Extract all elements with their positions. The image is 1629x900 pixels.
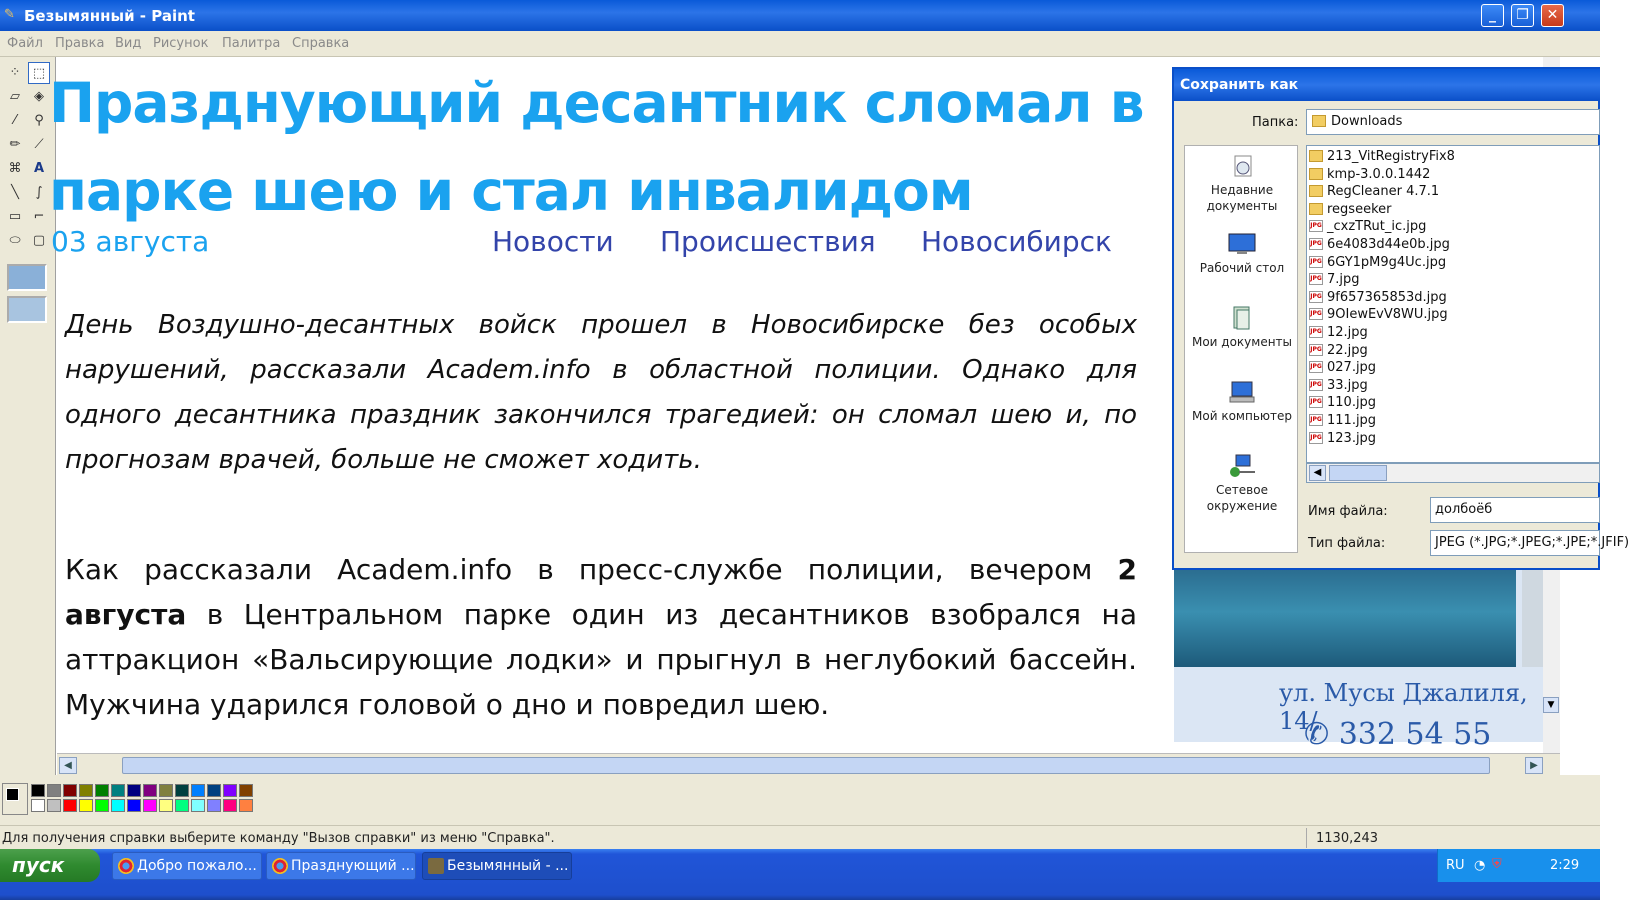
file-list-item[interactable]: [1309, 289, 1447, 306]
palette-swatch[interactable]: [95, 784, 109, 797]
text-tool-icon[interactable]: A: [33, 161, 45, 176]
recent-documents-icon: [1227, 154, 1257, 178]
palette-swatch[interactable]: [239, 784, 253, 797]
jpg-file-icon: JPG: [1309, 326, 1323, 338]
file-list-item[interactable]: [1309, 394, 1376, 411]
jpg-file-icon: JPG: [1309, 273, 1323, 285]
file-list[interactable]: [1306, 145, 1600, 463]
place-network-label: Сетевое окружение: [1206, 483, 1278, 513]
palette-swatch[interactable]: [159, 784, 173, 797]
pencil-icon[interactable]: ✏: [9, 137, 21, 152]
file-list-item[interactable]: [1309, 254, 1446, 271]
status-bar: [0, 825, 1600, 849]
palette-swatch[interactable]: [95, 799, 109, 812]
close-button[interactable]: ✕: [1541, 4, 1564, 27]
file-list-item[interactable]: [1309, 271, 1360, 288]
jpg-file-icon: JPG: [1309, 308, 1323, 320]
palette-swatch[interactable]: [47, 799, 61, 812]
file-list-item[interactable]: [1309, 342, 1368, 359]
jpg-file-icon: JPG: [1309, 256, 1323, 268]
start-label: пуск: [12, 853, 65, 877]
menu-palette[interactable]: Палитра: [222, 36, 281, 51]
jpg-file-icon: JPG: [1309, 291, 1323, 303]
rect-select-icon[interactable]: ⬚: [28, 62, 50, 84]
free-select-icon[interactable]: ⁘: [9, 65, 21, 80]
file-name: 111.jpg: [1327, 413, 1377, 428]
place-documents-label: Мои документы: [1191, 335, 1293, 349]
task-label-3: Безымянный - ...: [447, 858, 569, 874]
place-recent-label: Недавние документы: [1206, 183, 1278, 213]
palette-swatch[interactable]: [63, 784, 77, 797]
folder-icon: [1309, 203, 1323, 215]
clock: 2:29: [1550, 858, 1580, 873]
paint-app-icon: ✎: [4, 7, 15, 22]
network-icon: [1227, 454, 1257, 478]
status-divider: [1306, 828, 1307, 848]
article-body-part1: Как рассказали Academ.info в пресс-службе полиции, вечером: [65, 553, 1118, 586]
airbrush-icon[interactable]: ⌘: [8, 161, 22, 176]
jpg-file-icon: JPG: [1309, 379, 1323, 391]
place-recent[interactable]: [1185, 154, 1299, 214]
tool-option-opaque[interactable]: [7, 264, 47, 291]
security-alert-icon[interactable]: ⛨: [1492, 857, 1502, 872]
task-chrome-article[interactable]: [266, 852, 416, 880]
file-list-item[interactable]: [1309, 377, 1368, 394]
rectangle-icon[interactable]: ▭: [8, 209, 22, 224]
jpg-file-icon: JPG: [1309, 238, 1323, 250]
palette-swatch[interactable]: [223, 784, 237, 797]
taskbar: [0, 849, 1600, 900]
paint-icon: [428, 858, 444, 874]
place-computer[interactable]: [1185, 380, 1299, 424]
horizontal-scroll-thumb[interactable]: [122, 757, 1490, 774]
tag-novosibirsk: Новосибирск: [921, 225, 1112, 258]
desktop-icon: [1227, 232, 1257, 256]
file-list-scrollbar[interactable]: [1306, 463, 1600, 483]
color-palette: [0, 775, 1600, 825]
jpg-file-icon: JPG: [1309, 396, 1323, 408]
file-list-item[interactable]: [1309, 306, 1448, 323]
my-computer-icon: [1227, 380, 1257, 404]
menu-help[interactable]: Справка: [292, 36, 350, 51]
filetype-label: Тип файла:: [1308, 536, 1386, 551]
menu-edit[interactable]: Правка: [55, 36, 105, 51]
phone-icon: ✆: [1304, 717, 1339, 752]
file-name: 33.jpg: [1327, 377, 1368, 393]
chrome-icon: [118, 858, 134, 874]
place-desktop-label: Рабочий стол: [1199, 261, 1285, 275]
minimize-button[interactable]: _: [1481, 4, 1504, 27]
ad-address: ул. Мусы Джалиля, 14/: [1279, 679, 1528, 735]
palette-swatch[interactable]: [143, 784, 157, 797]
place-documents[interactable]: [1185, 306, 1299, 350]
color-picker-icon[interactable]: ⁄: [13, 113, 17, 128]
file-name: regseeker: [1327, 201, 1392, 217]
fill-bucket-icon[interactable]: ◈: [34, 89, 44, 104]
chrome-icon: [272, 858, 288, 874]
magnifier-icon[interactable]: ⚲: [34, 113, 44, 128]
file-name: 9OIewEvV8WU.jpg: [1327, 307, 1448, 323]
horizontal-scrollbar[interactable]: [57, 753, 1560, 775]
filename-label: Имя файла:: [1308, 504, 1388, 519]
file-list-item[interactable]: [1309, 430, 1376, 447]
window-title: Безымянный - Paint: [24, 7, 195, 25]
dialog-title: Сохранить как: [1174, 69, 1600, 101]
article-body-part2: в Центральном парке один из десантников взобрался на аттракцион «Вальсирующие лодки» и прыгнул в неглубокий бассейн. Мужчина ударился головой о дно и повредил шею.: [65, 598, 1137, 721]
file-list-item[interactable]: [1309, 412, 1376, 429]
polygon-icon[interactable]: ⌐: [33, 209, 45, 224]
task-label-1: Добро пожало...: [137, 858, 257, 874]
line-icon[interactable]: ╲: [11, 185, 19, 200]
save-as-dialog: [1172, 67, 1629, 570]
scroll-right-icon[interactable]: ▶: [1525, 757, 1543, 774]
ad-phone-number: 332 54 55: [1338, 717, 1492, 752]
task-chrome-welcome[interactable]: [112, 852, 262, 880]
menu-view[interactable]: Вид: [115, 36, 142, 51]
places-bar: [1184, 145, 1298, 553]
file-name: _cxzTRut_ic.jpg: [1327, 219, 1427, 235]
palette-swatch[interactable]: [239, 799, 253, 812]
palette-swatch[interactable]: [159, 799, 173, 812]
scroll-down-icon[interactable]: ▼: [1543, 697, 1559, 713]
file-list-item[interactable]: [1309, 236, 1450, 253]
task-paint[interactable]: [422, 852, 572, 880]
filename-input[interactable]: долбоёб: [1430, 497, 1600, 523]
palette-swatch[interactable]: [79, 784, 93, 797]
ellipse-icon[interactable]: ⬭: [9, 233, 21, 248]
article-lead: День Воздушно-десантных войск прошел в Новосибирске без особых нарушений, рассказали Academ.info в областной полиции. Однако для одного десантника праздник закончился трагедией: он сломал шею и, по прогнозам врачей, больше не сможет ходить.: [65, 310, 1137, 475]
palette-swatch[interactable]: [111, 784, 125, 797]
article-body: [65, 547, 1137, 727]
toolbox: [0, 57, 56, 775]
palette-swatch[interactable]: [31, 784, 45, 797]
pasted-article: [49, 57, 1157, 743]
current-colors[interactable]: [2, 783, 28, 815]
menu-bar: [0, 31, 1600, 57]
palette-swatch[interactable]: [175, 784, 189, 797]
file-list-item[interactable]: [1309, 148, 1455, 165]
folder-select[interactable]: [1306, 109, 1600, 135]
file-name: 027.jpg: [1327, 360, 1377, 376]
file-list-item[interactable]: [1309, 183, 1439, 200]
article-date: 03 августа: [51, 225, 210, 258]
jpg-file-icon: JPG: [1309, 414, 1323, 426]
article-headline: Празднующий десантник сломал в парке шею и стал инвалидом: [49, 71, 1144, 223]
brush-icon[interactable]: ⟋: [34, 137, 44, 152]
file-name: 6GY1pM9g4Uc.jpg: [1327, 254, 1447, 270]
folder-icon: [1309, 168, 1323, 180]
tool-option-transparent[interactable]: [7, 296, 47, 323]
jpg-file-icon: JPG: [1309, 344, 1323, 356]
file-list-item[interactable]: [1309, 166, 1430, 183]
file-list-item[interactable]: [1309, 218, 1426, 235]
palette-swatch[interactable]: [63, 799, 77, 812]
file-name: 123.jpg: [1327, 430, 1377, 446]
palette-swatch[interactable]: [127, 784, 141, 797]
jpg-file-icon: JPG: [1309, 220, 1323, 232]
file-name: 7.jpg: [1327, 272, 1360, 288]
scroll-left-icon[interactable]: ◀: [59, 757, 77, 774]
place-network[interactable]: [1185, 454, 1299, 514]
file-name: 9f657365853d.jpg: [1327, 289, 1447, 305]
rounded-rect-icon[interactable]: ▢: [32, 233, 46, 248]
task-label-2: Празднующий ...: [291, 858, 415, 874]
curve-icon[interactable]: ∫: [35, 185, 43, 200]
foreground-color: [6, 788, 19, 801]
palette-swatch[interactable]: [207, 799, 221, 812]
file-scroll-left-icon[interactable]: ◀: [1309, 465, 1326, 481]
file-name: 110.jpg: [1327, 395, 1377, 411]
file-list-item[interactable]: [1309, 359, 1376, 376]
palette-swatch[interactable]: [175, 799, 189, 812]
file-name: RegCleaner 4.7.1: [1327, 184, 1440, 200]
file-name: 6e4083d44e0b.jpg: [1327, 237, 1450, 252]
jpg-file-icon: JPG: [1309, 432, 1323, 444]
file-list-item[interactable]: [1309, 201, 1392, 218]
palette-swatch[interactable]: [47, 784, 61, 797]
start-button[interactable]: [0, 849, 100, 882]
palette-swatch[interactable]: [111, 799, 125, 812]
palette-swatch[interactable]: [223, 799, 237, 812]
palette-swatch[interactable]: [143, 799, 157, 812]
filetype-select[interactable]: JPEG (*.JPG;*.JPEG;*.JPE;*.JFIF): [1430, 530, 1600, 556]
jpg-file-icon: JPG: [1309, 361, 1323, 373]
folder-icon: [1309, 185, 1323, 197]
system-tray: [1437, 849, 1600, 882]
ad-phone: [1304, 717, 1491, 752]
file-name: 213_VitRegistryFix8: [1327, 149, 1455, 164]
palette-swatch[interactable]: [127, 799, 141, 812]
folder-label: Папка:: [1252, 115, 1299, 130]
file-name: 22.jpg: [1327, 342, 1368, 358]
menu-image[interactable]: Рисунок: [153, 36, 209, 51]
file-scroll-thumb[interactable]: [1329, 465, 1387, 481]
window-titlebar[interactable]: [0, 0, 1600, 31]
menu-file[interactable]: Файл: [7, 36, 43, 51]
palette-swatch[interactable]: [31, 799, 45, 812]
tag-news: Новости: [492, 225, 614, 258]
folder-value: Downloads: [1331, 114, 1403, 129]
tag-incidents: Происшествия: [660, 225, 876, 258]
my-documents-icon: [1227, 306, 1257, 330]
volume-icon[interactable]: ◔: [1474, 858, 1486, 873]
file-name: 12.jpg: [1327, 325, 1368, 340]
cursor-coordinates: 1130,243: [1316, 831, 1379, 846]
ad-banner: [1174, 567, 1554, 752]
palette-swatch[interactable]: [207, 784, 221, 797]
folder-icon: [1312, 115, 1326, 127]
article-body-bold-date: 2 августа: [65, 553, 1137, 631]
pool-photo: [1174, 567, 1516, 667]
palette-swatch[interactable]: [79, 799, 93, 812]
maximize-button[interactable]: ❐: [1511, 4, 1534, 27]
language-indicator[interactable]: RU: [1446, 858, 1465, 873]
eraser-icon[interactable]: ▱: [10, 89, 20, 104]
place-computer-label: Мой компьютер: [1192, 409, 1292, 423]
palette-swatch[interactable]: [191, 784, 205, 797]
file-list-item[interactable]: [1309, 324, 1368, 341]
status-help-text: Для получения справки выберите команду "Вызов справки" из меню "Справка".: [2, 831, 555, 846]
folder-icon: [1309, 150, 1323, 162]
place-desktop[interactable]: [1185, 232, 1299, 276]
file-name: kmp-3.0.0.1442: [1327, 166, 1431, 182]
palette-swatch[interactable]: [191, 799, 205, 812]
